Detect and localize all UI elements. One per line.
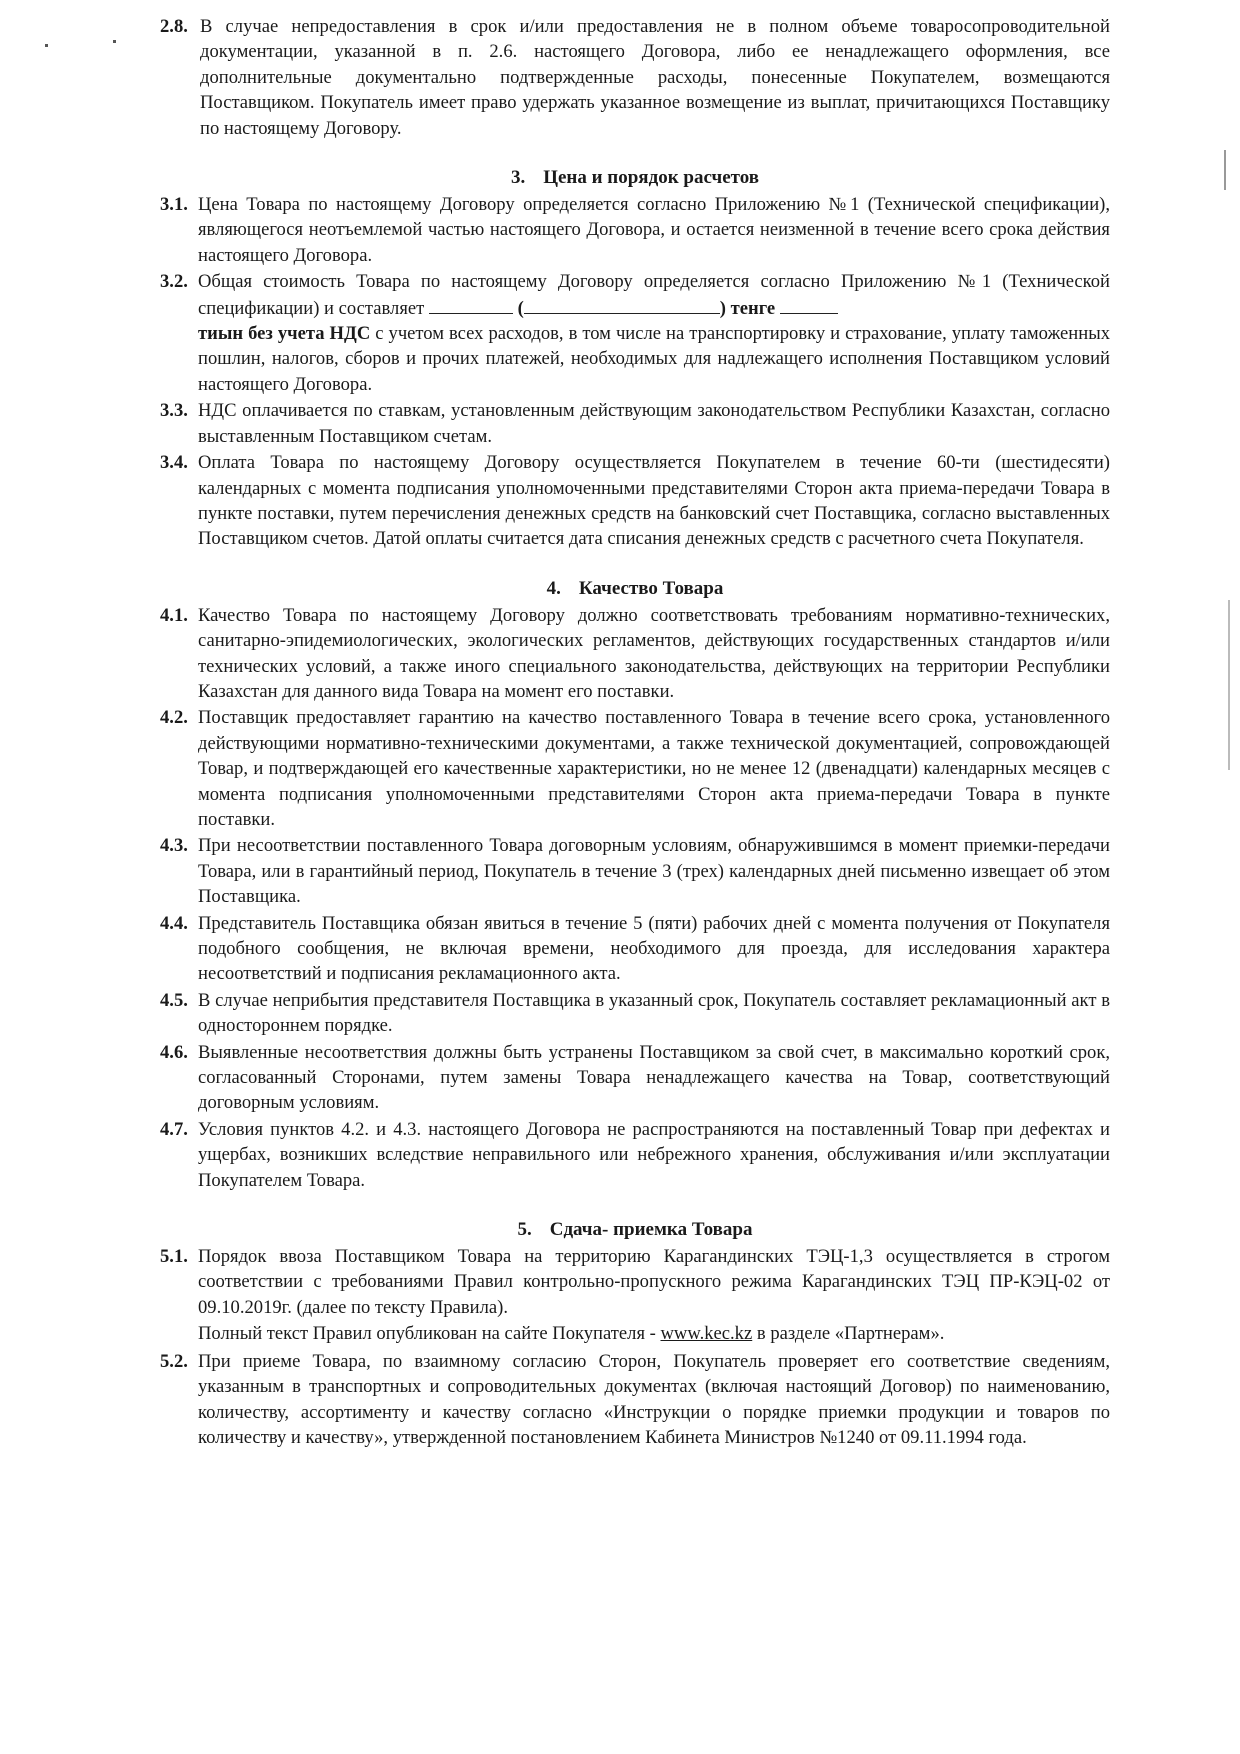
clause-4-7 — [160, 1117, 1110, 1193]
section-3-heading — [160, 165, 1110, 190]
clause-number: 4.3. — [160, 835, 188, 857]
clause-number: 3.2. — [160, 271, 188, 293]
section-title: Качество Товара — [578, 577, 724, 599]
clause-number: 3.1. — [160, 194, 188, 216]
clause-number: 2.8. — [160, 16, 188, 37]
clause-number: 4.4. — [160, 912, 188, 934]
clause-3-2 — [160, 269, 1110, 397]
clause-text: Качество Товара по настоящему Договору должно соответствовать требованиям нормативно-технических, санитарно-эпидемиологических, экологических регламентов, действующих государственных стандартов и/или технических условий, а также иного специального законодательства, действующих на территории Республики Казахстан для данного вида Товара на момент его поставки. — [198, 604, 1110, 702]
rules-publication-note — [198, 1321, 1110, 1346]
section-number: 4. — [546, 577, 561, 599]
clause-text: Представитель Поставщика обязан явиться в течение 5 (пяти) рабочих дней с момента получения от Покупателя подобного сообщения, не включая времени, необходимого для проезда, для исследования характера несоответствий и подписания рекламационного акта. — [198, 912, 1110, 985]
clause-text-part: с учетом всех расходов, в том числе на транспортировку и страхование, уплату таможенных пошлин, налогов, сборов и прочих платежей, необходимых для надлежащего исполнения Поставщиком условий настоящего Договора. — [198, 323, 1110, 395]
clause-number: 4.5. — [160, 989, 188, 1011]
amount-words-blank — [524, 295, 720, 314]
clause-5-1 — [160, 1244, 1110, 1320]
section-4-heading — [160, 576, 1110, 601]
clause-number: 3.3. — [160, 400, 188, 422]
scan-edge-mark — [1224, 150, 1226, 190]
clause-text: Выявленные несоответствия должны быть устранены Поставщиком за свой счет, в максимально короткий срок, согласованный Сторонами, путем замены Товара ненадлежащего качества на Товар, соответствующий договорным условиям. — [198, 1041, 1110, 1114]
clause-text-part: Общая стоимость Товара по настоящему Договору определяется согласно Приложению №1 (Технической спецификации) и составляет — [198, 271, 1110, 319]
clause-number: 4.2. — [160, 707, 188, 729]
amount-blank — [429, 295, 513, 314]
clause-text: При приеме Товара, по взаимному согласию Сторон, Покупатель проверяет его соответствие сведениям, указанным в транспортных и сопроводительных документах (включая настоящий Договор) по наименованию, количеству, ассортименту и качеству согласно «Инструкции о порядке приемки продукции и товаров по количеству и качеству», утвержденной постановлением Кабинета Министров №1240 от 09.11.1994 года. — [198, 1350, 1110, 1448]
clause-text: В случае неприбытия представителя Поставщика в указанный срок, Покупатель составляет рекламационный акт в одностороннем порядке. — [198, 989, 1110, 1037]
clause-4-4 — [160, 911, 1110, 987]
clause-text: Порядок ввоза Поставщиком Товара на территорию Карагандинских ТЭЦ-1,3 осуществляется в строгом соответствии с требованиями Правил контрольно-пропускного режима Карагандинских ТЭЦ ПР-КЭЦ-02 от 09.10.2019г. (далее по тексту Правила). — [198, 1246, 1110, 1318]
document-body — [160, 14, 1110, 1451]
vat-note: тиын без учета НДС — [198, 323, 371, 345]
clause-number: 4.6. — [160, 1041, 188, 1063]
scan-speck — [45, 44, 48, 47]
tiyn-blank — [780, 295, 838, 314]
clause-text: Цена Товара по настоящему Договору определяется согласно Приложению №1 (Технической спецификации), являющегося неотъемлемой частью настоящего Договора, и остается неизменной в течение всего срока действия настоящего Договора. — [198, 194, 1110, 266]
clause-text: При несоответствии поставленного Товара договорным условиям, обнаружившимся в момент приемки-передачи Товара, или в гарантийный период, Покупатель в течение 3 (трех) календарных дней письменно извещает об этом Поставщика. — [198, 835, 1110, 908]
section-5-heading — [160, 1217, 1110, 1242]
section-number: 3. — [510, 167, 526, 189]
clause-text: НДС оплачивается по ставкам, установленным действующим законодательством Республики Казахстан, согласно выставленным Поставщиком счетам. — [198, 400, 1110, 447]
clause-4-5 — [160, 988, 1110, 1039]
clause-text: Условия пунктов 4.2. и 4.3. настоящего Договора не распространяются на поставленный Товар при дефектах и ущербах, возникших вследствие неправильного или небрежного хранения, обслуживания и/или эксплуатации Покупателем Товара. — [198, 1118, 1110, 1191]
scan-edge-mark — [1228, 600, 1230, 770]
website-link[interactable]: www.kec.kz — [660, 1323, 753, 1345]
currency-label: ) тенге — [719, 297, 776, 319]
clause-2-8 — [160, 14, 1110, 141]
note-text: Полный текст Правил опубликован на сайте Покупателя - — [198, 1323, 656, 1345]
section-number: 5. — [517, 1219, 532, 1241]
section-title: Цена и порядок расчетов — [543, 167, 760, 189]
clause-number: 5.1. — [160, 1246, 188, 1268]
clause-text: Оплата Товара по настоящему Договору осуществляется Покупателем в течение 60-ти (шестидесяти) календарных с момента подписания уполномоченными представителями Сторон акта приема-передачи Товара в пункте поставки, путем перечисления денежных средств на банковский счет Поставщика, согласно выставленных Поставщиком счетов. Датой оплаты считается дата списания денежных средств с расчетного счета Покупателя. — [198, 452, 1110, 550]
clause-3-1 — [160, 192, 1110, 268]
clause-4-2 — [160, 705, 1110, 832]
clause-3-3 — [160, 398, 1110, 449]
clause-number: 3.4. — [160, 452, 188, 474]
clause-3-4 — [160, 450, 1110, 552]
clause-number: 4.7. — [160, 1118, 188, 1140]
scan-speck — [113, 40, 116, 43]
note-text: в разделе «Партнерам». — [756, 1323, 945, 1345]
clause-5-2 — [160, 1349, 1110, 1451]
section-title: Сдача- приемка Товара — [549, 1219, 753, 1241]
clause-4-3 — [160, 833, 1110, 909]
clause-text: Поставщик предоставляет гарантию на качество поставленного Товара в течение всего срока, установленного действующими нормативно-техническими документами, а также технической документацией, сопровождающей Товар, и подтверждающей его качественные характеристики, но не менее 12 (двенадцати) календарных месяцев с момента подписания уполномоченными представителями Сторон акта приема-передачи Товара в пункте поставки. — [198, 707, 1110, 830]
clause-4-6 — [160, 1040, 1110, 1116]
clause-text: В случае непредоставления в срок и/или предоставления не в полном объеме товаросопроводительной документации, указанной в п. 2.6. настоящего Договора, либо ее ненадлежащего оформления, все дополнительные документально подтвержденные расходы, понесенные Покупателем, возмещаются Поставщиком. Покупатель имеет право удержать указанное возмещение из выплат, причитающихся Поставщику по настоящему Договору. — [200, 16, 1110, 139]
clause-number: 5.2. — [160, 1350, 188, 1372]
paren-open: ( — [517, 297, 524, 319]
clause-4-1 — [160, 603, 1110, 705]
clause-number: 4.1. — [160, 604, 188, 626]
clause-text — [198, 269, 1110, 397]
